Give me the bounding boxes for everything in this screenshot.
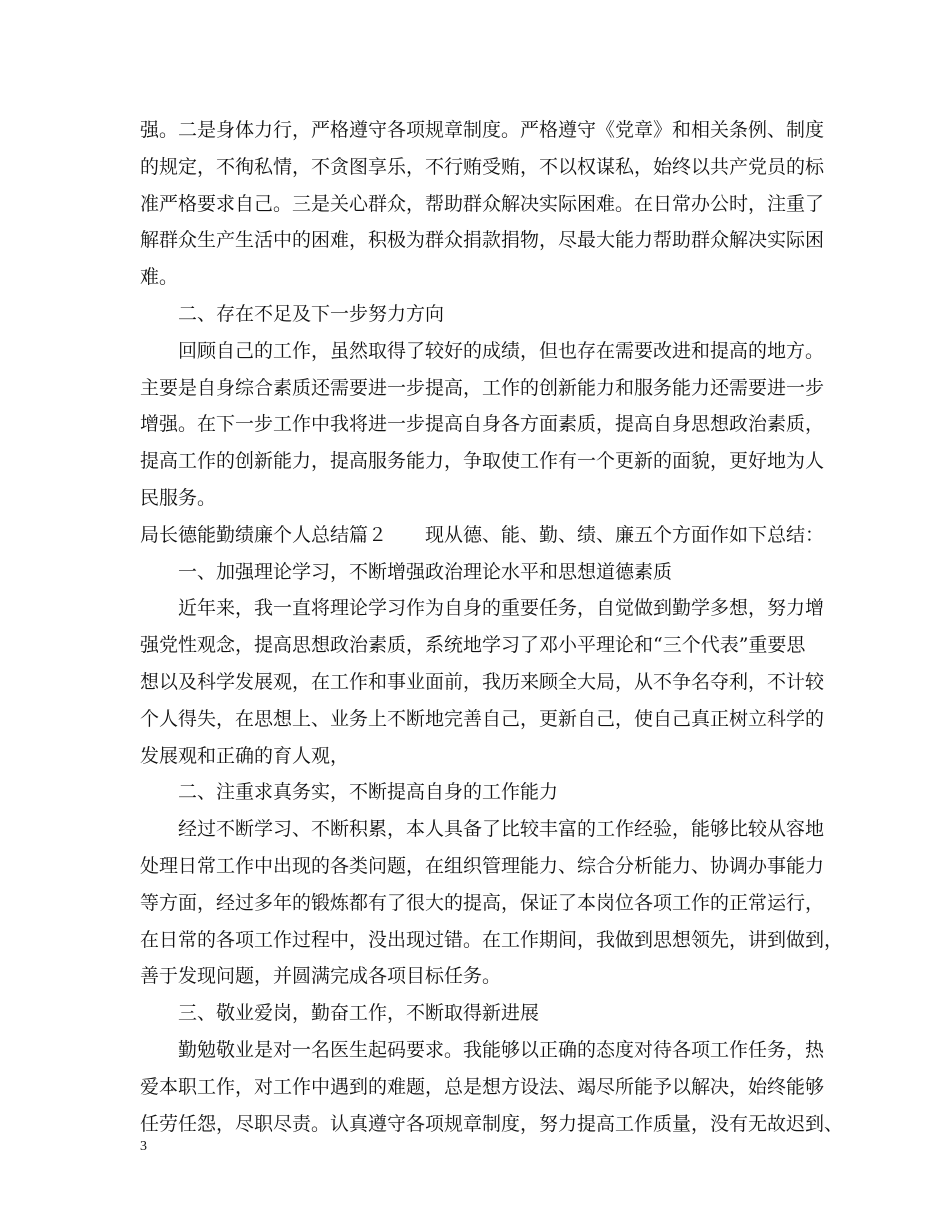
text-line: 善于发现问题，并圆满完成各项目标任务。 [140,965,502,988]
text-line: 的规定，不徇私情，不贪图享乐，不行贿受贿，不以权谋私，始终以共产党员的标 [140,155,825,178]
text-line: 增强。在下一步工作中我将进一步提高自身各方面素质，提高自身思想政治素质， [140,413,825,436]
text-line: 想以及科学发展观，在工作和事业面前，我历来顾全大局，从不争名夺利，不计较 [140,670,825,693]
text-line: 在日常的各项工作过程中，没出现过错。在工作期间，我做到思想领先，讲到做到， [140,928,844,951]
section-heading: 一、加强理论学习，不断增强政治理论水平和思想道德素质 [178,560,673,583]
text-line: 发展观和正确的育人观， [140,744,350,767]
text-line: 难。 [140,266,179,289]
text-line: 爱本职工作，对工作中遇到的难题，总是想方设法、竭尽所能予以解决，始终能够 [140,1075,825,1098]
text-line: 处理日常工作中出现的各类问题，在组织管理能力、综合分析能力、协调办事能力 [140,854,825,877]
text-line: 解群众生产生活中的困难，积极为群众捐款捐物，尽最大能力帮助群众解决实际困 [140,229,825,252]
text-line: 提高工作的创新能力，提高服务能力，争取使工作有一个更新的面貌，更好地为人 [140,450,825,473]
section-heading: 二、注重求真务实，不断提高自身的工作能力 [178,781,559,804]
text-line: 任劳任怨，尽职尽责。认真遵守各项规章制度，努力提高工作质量，没有无故迟到、 [140,1112,844,1135]
text-line: 等方面，经过多年的锻炼都有了很大的提高，保证了本岗位各项工作的正常运行， [140,891,825,914]
text-line: 准严格要求自己。三是关心群众，帮助群众解决实际困难。在日常办公时，注重了 [140,192,825,215]
article-title-line: 局长德能勤绩廉个人总结篇２ 现从德、能、勤、绩、廉五个方面作如下总结： [140,523,825,546]
paragraph-start: 勤勉敬业是对一名医生起码要求。我能够以正确的态度对待各项工作任务，热 [178,1038,825,1061]
page-number: 3 [140,1139,147,1154]
section-heading: 三、敬业爱岗，勤奋工作，不断取得新进展 [178,1002,540,1025]
text-line: 主要是自身综合素质还需要进一步提高，工作的创新能力和服务能力还需要进一步 [140,376,825,399]
section-heading: 二、存在不足及下一步努力方向 [178,302,445,325]
body-text [140,112,844,1142]
paragraph-start: 经过不断学习、不断积累，本人具备了比较丰富的工作经验，能够比较从容地 [178,818,825,841]
text-line: 民服务。 [140,486,217,509]
text-line: 强。二是身体力行，严格遵守各项规章制度。严格遵守《党章》和相关条例、制度 [140,119,825,141]
paragraph-start: 近年来，我一直将理论学习作为自身的重要任务，自觉做到勤学多想，努力增 [178,597,825,620]
text-line: 个人得失，在思想上、业务上不断地完善自己，更新自己，使自己真正树立科学的 [140,707,825,730]
paragraph-start: 回顾自己的工作，虽然取得了较好的成绩，但也存在需要改进和提高的地方。 [178,339,825,362]
text-line: 强党性观念，提高思想政治素质，系统地学习了邓小平理论和“三个代表”重要思 [140,634,806,657]
